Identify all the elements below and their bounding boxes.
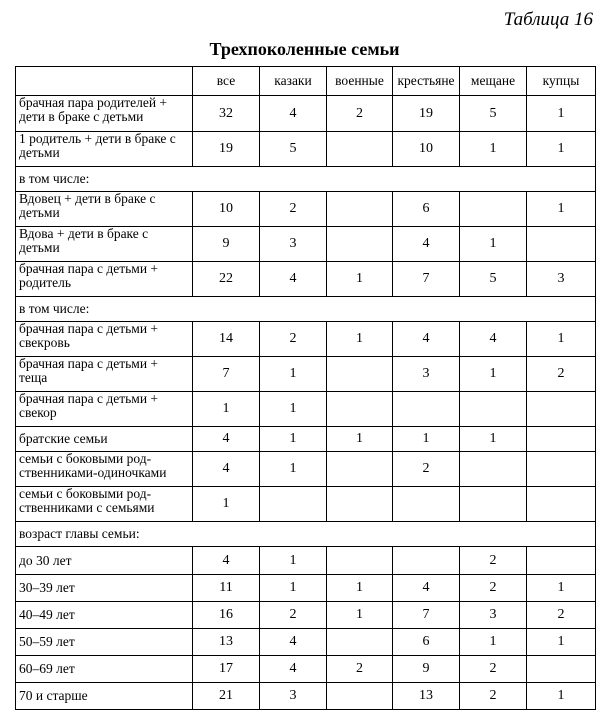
- table-row: [16, 656, 596, 683]
- table-row: [16, 392, 596, 427]
- value-cell: 1: [327, 602, 393, 629]
- value-cell: 2: [460, 575, 527, 602]
- column-header: купцы: [527, 67, 596, 96]
- value-cell: 16: [193, 602, 260, 629]
- value-cell: 1: [260, 392, 327, 427]
- column-header: крестьяне: [393, 67, 460, 96]
- table-row: [16, 322, 596, 357]
- value-cell: 4: [460, 322, 527, 357]
- value-cell: 21: [193, 683, 260, 710]
- value-cell: 1: [393, 427, 460, 452]
- value-cell: 1: [460, 427, 527, 452]
- table-row: [16, 96, 596, 132]
- value-cell: 1: [260, 452, 327, 487]
- value-cell: 2: [527, 602, 596, 629]
- value-cell: 17: [193, 656, 260, 683]
- value-cell: 4: [260, 656, 327, 683]
- row-label: 30–39 лет: [16, 575, 193, 602]
- value-cell: 2: [527, 357, 596, 392]
- section-row: [16, 167, 596, 192]
- value-cell: [327, 683, 393, 710]
- value-cell: 5: [460, 96, 527, 132]
- row-label: брачная пара с детьми + свекровь: [16, 322, 193, 357]
- value-cell: 1: [460, 227, 527, 262]
- row-label: семьи с боковыми род-ственниками с семьями: [16, 487, 193, 522]
- value-cell: 1: [527, 575, 596, 602]
- table-title: Трехпоколенные семьи: [209, 39, 400, 59]
- value-cell: 1: [327, 575, 393, 602]
- section-row: [16, 522, 596, 547]
- column-header: казаки: [260, 67, 327, 96]
- value-cell: 19: [193, 132, 260, 167]
- table-row: [16, 629, 596, 656]
- value-cell: 1: [527, 192, 596, 227]
- value-cell: 7: [393, 262, 460, 297]
- value-cell: 4: [193, 427, 260, 452]
- value-cell: [527, 392, 596, 427]
- table-row: [16, 602, 596, 629]
- table-row: [16, 683, 596, 710]
- row-label: до 30 лет: [16, 547, 193, 575]
- value-cell: 4: [393, 227, 460, 262]
- value-cell: 1: [527, 322, 596, 357]
- row-label: Вдова + дети в браке с детьми: [16, 227, 193, 262]
- value-cell: 1: [460, 357, 527, 392]
- row-label: брачная пара с детьми + теща: [16, 357, 193, 392]
- table-row: [16, 357, 596, 392]
- value-cell: [327, 132, 393, 167]
- section-label: возраст главы семьи:: [16, 522, 596, 547]
- value-cell: 4: [393, 575, 460, 602]
- value-cell: 13: [193, 629, 260, 656]
- value-cell: [260, 487, 327, 522]
- value-cell: 14: [193, 322, 260, 357]
- value-cell: [327, 357, 393, 392]
- value-cell: [327, 392, 393, 427]
- value-cell: [527, 547, 596, 575]
- value-cell: 2: [393, 452, 460, 487]
- value-cell: 3: [260, 683, 327, 710]
- value-cell: 4: [193, 547, 260, 575]
- section-label: в том числе:: [16, 167, 596, 192]
- column-header: военные: [327, 67, 393, 96]
- row-label: семьи с боковыми род-ственниками-одиночками: [16, 452, 193, 487]
- row-label: брачная пара с детьми + свекор: [16, 392, 193, 427]
- value-cell: 13: [393, 683, 460, 710]
- table-row: [16, 452, 596, 487]
- value-cell: 1: [260, 427, 327, 452]
- value-cell: 2: [327, 656, 393, 683]
- table-row: [16, 227, 596, 262]
- value-cell: 1: [527, 683, 596, 710]
- section-label: в том числе:: [16, 297, 596, 322]
- value-cell: [460, 192, 527, 227]
- value-cell: 4: [260, 262, 327, 297]
- value-cell: 3: [393, 357, 460, 392]
- value-cell: 10: [193, 192, 260, 227]
- value-cell: 1: [460, 132, 527, 167]
- value-cell: 4: [193, 452, 260, 487]
- value-cell: 3: [527, 262, 596, 297]
- row-label: Вдовец + дети в браке с детьми: [16, 192, 193, 227]
- value-cell: 2: [460, 683, 527, 710]
- column-header: мещане: [460, 67, 527, 96]
- value-cell: [460, 452, 527, 487]
- value-cell: [327, 452, 393, 487]
- value-cell: 1: [327, 262, 393, 297]
- table-row: [16, 262, 596, 297]
- value-cell: 2: [260, 602, 327, 629]
- families-table: [15, 66, 596, 710]
- column-header: все: [193, 67, 260, 96]
- value-cell: 2: [460, 656, 527, 683]
- table-row: [16, 192, 596, 227]
- value-cell: 32: [193, 96, 260, 132]
- value-cell: 1: [527, 132, 596, 167]
- value-cell: [393, 392, 460, 427]
- value-cell: 5: [460, 262, 527, 297]
- value-cell: 1: [260, 357, 327, 392]
- row-label: 40–49 лет: [16, 602, 193, 629]
- value-cell: 6: [393, 192, 460, 227]
- value-cell: 1: [193, 392, 260, 427]
- table-number-label: Таблица 16: [503, 9, 593, 30]
- value-cell: 4: [393, 322, 460, 357]
- value-cell: 1: [527, 629, 596, 656]
- value-cell: 1: [260, 575, 327, 602]
- value-cell: [527, 427, 596, 452]
- value-cell: 10: [393, 132, 460, 167]
- row-label: 1 родитель + дети в браке с детьми: [16, 132, 193, 167]
- value-cell: 4: [260, 629, 327, 656]
- value-cell: [327, 227, 393, 262]
- value-cell: [527, 452, 596, 487]
- value-cell: [327, 487, 393, 522]
- value-cell: 6: [393, 629, 460, 656]
- header-corner: [16, 67, 193, 96]
- table-body: [16, 96, 596, 710]
- value-cell: 22: [193, 262, 260, 297]
- value-cell: 1: [327, 427, 393, 452]
- value-cell: 4: [260, 96, 327, 132]
- row-label: 50–59 лет: [16, 629, 193, 656]
- value-cell: [527, 487, 596, 522]
- value-cell: [527, 227, 596, 262]
- value-cell: [460, 487, 527, 522]
- header-row: [16, 67, 596, 96]
- value-cell: 1: [460, 629, 527, 656]
- value-cell: 19: [393, 96, 460, 132]
- value-cell: [393, 547, 460, 575]
- value-cell: 5: [260, 132, 327, 167]
- value-cell: 1: [193, 487, 260, 522]
- value-cell: 2: [327, 96, 393, 132]
- section-row: [16, 297, 596, 322]
- value-cell: 9: [393, 656, 460, 683]
- value-cell: 1: [527, 96, 596, 132]
- value-cell: 3: [260, 227, 327, 262]
- row-label: 60–69 лет: [16, 656, 193, 683]
- table-row: [16, 487, 596, 522]
- value-cell: 7: [193, 357, 260, 392]
- value-cell: 7: [393, 602, 460, 629]
- row-label: брачная пара с детьми + родитель: [16, 262, 193, 297]
- value-cell: 9: [193, 227, 260, 262]
- value-cell: 11: [193, 575, 260, 602]
- value-cell: [327, 547, 393, 575]
- table-row: [16, 132, 596, 167]
- row-label: братские семьи: [16, 427, 193, 452]
- value-cell: 1: [260, 547, 327, 575]
- value-cell: 2: [460, 547, 527, 575]
- value-cell: [393, 487, 460, 522]
- value-cell: 2: [260, 192, 327, 227]
- value-cell: [327, 192, 393, 227]
- value-cell: [460, 392, 527, 427]
- row-label: 70 и старше: [16, 683, 193, 710]
- table-row: [16, 547, 596, 575]
- value-cell: 3: [460, 602, 527, 629]
- value-cell: [527, 656, 596, 683]
- row-label: брачная пара родителей + дети в браке с детьми: [16, 96, 193, 132]
- value-cell: [327, 629, 393, 656]
- value-cell: 2: [260, 322, 327, 357]
- table-row: [16, 427, 596, 452]
- table-row: [16, 575, 596, 602]
- value-cell: 1: [327, 322, 393, 357]
